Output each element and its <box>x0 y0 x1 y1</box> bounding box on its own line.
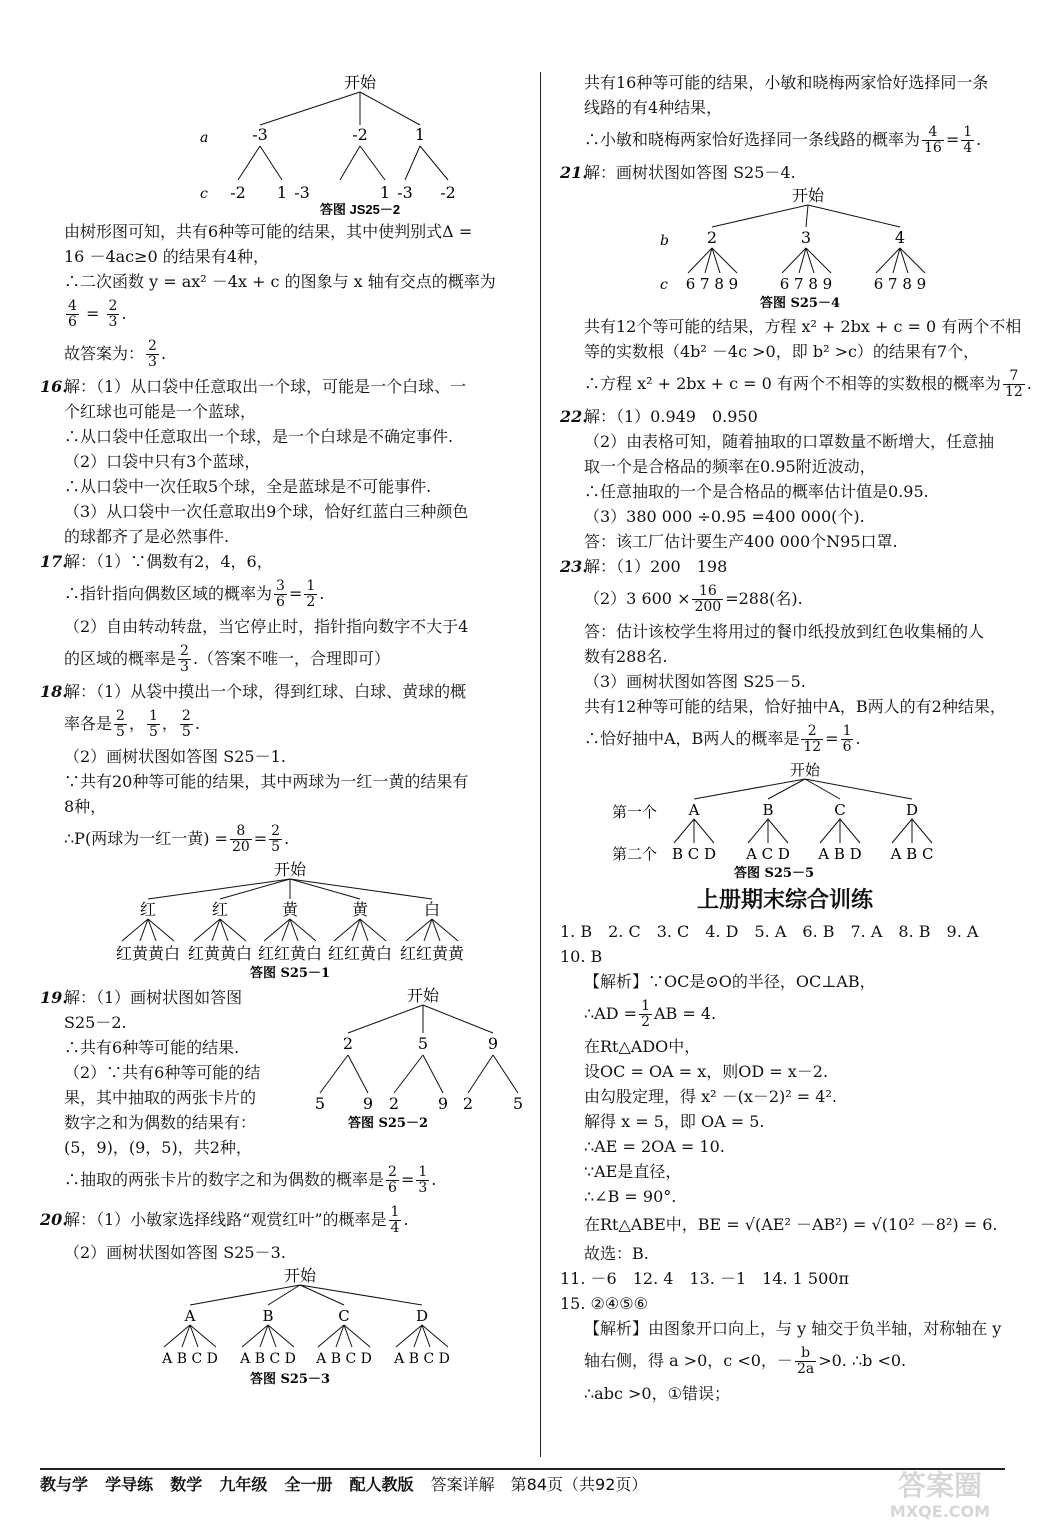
tree-leaf: 1 <box>379 183 391 202</box>
footer-subject: 数学 <box>170 1475 203 1494</box>
tree-leaf: 2 <box>462 1094 474 1113</box>
text-line: ∴abc >0，①错误； <box>584 1384 730 1403</box>
question-22: 22.解：（1）0.949 0.950 <box>560 404 1010 429</box>
tree-diagram-s25-4 <box>560 185 980 310</box>
formula-line: ∴方程 x² + 2bx + c = 0 有两个不相等的实数根的概率为 $\frac{7}{12}$ . <box>584 368 1032 400</box>
text-line: 个红球也可能是一个蓝球， <box>64 402 257 421</box>
tree-leaf-group: A B C <box>890 845 934 863</box>
analysis-line: 【解析】∵OC是⊙O的半径，OC⊥AB， <box>584 972 876 991</box>
row-label-c: c <box>660 277 668 293</box>
text-line: ∴从口袋中任意取出一个球，是一个白球是不确定事件. <box>64 427 454 446</box>
tree-node: B <box>762 801 774 819</box>
tree-diagram-s25-2 <box>308 985 538 1130</box>
tree-root: 开始 <box>283 1266 317 1285</box>
tree-root: 开始 <box>791 186 825 205</box>
row-label-b: b <box>660 233 669 249</box>
right-column <box>560 70 1032 1406</box>
text-line: （2）由表格可知，随着抽取的口罩数量不断增大，任意抽 <box>584 432 995 451</box>
section-title: 上册期末综合训练 <box>696 888 873 913</box>
tree-leaf: 1 <box>276 183 288 202</box>
text-line: （2）口袋中只有3个蓝球， <box>64 452 261 471</box>
tree-node: 2 <box>342 1034 354 1053</box>
footer-edition: 配人教版 <box>349 1475 414 1494</box>
text-line: 果，其中抽取的两张卡片的 <box>64 1088 257 1107</box>
figure-caption: 答图 S25－4 <box>759 296 841 310</box>
tree-diagram-s25-3 <box>90 1265 510 1385</box>
text-line: 由勾股定理，得 x² －(x－2)² = 4². <box>584 1087 837 1106</box>
text-line: S25－2. <box>64 1013 127 1032</box>
question-number: 23. <box>560 557 588 576</box>
text-line: （2）∵共有6种等可能的结 <box>64 1063 261 1082</box>
tree-leaf: -2 <box>440 183 456 202</box>
text-line: ∴二次函数 y = ax² －4x + c 的图象与 x 轴有交点的概率为 <box>64 272 496 291</box>
formula-line: 的区域的概率是 $\frac{2}{3}$ .（答案不唯一，合理即可） <box>64 643 391 675</box>
text-line: 共有16种等可能的结果，小敏和晓梅两家恰好选择同一条 <box>584 73 989 92</box>
answer-line: 11. －6 12. 4 13. －1 14. 1 500π <box>560 1269 849 1288</box>
tree-leaf-group: 红黄黄白 <box>115 944 181 963</box>
formula-line: ∴指针指向偶数区域的概率为 $\frac{3}{6}$ = $\frac{1}{2}$ . <box>64 578 325 610</box>
formula-line: ∴小敏和晓梅两家恰好选择同一条线路的概率为 $\frac{4}{16}$ = $\frac{1}{4}$ . <box>584 124 982 156</box>
question-19-block <box>40 985 530 1160</box>
text-line: （2）画树状图如答图 S25－3. <box>64 1243 286 1262</box>
tree-root: 开始 <box>343 73 377 92</box>
answer-line: 1. B 2. C 3. C 4. D 5. A 6. B 7. A 8. B 9. A <box>560 922 979 941</box>
formula-line: $\frac{4}{6}$ = $\frac{2}{3}$ . <box>68 298 127 330</box>
text-line: （3）380 000 ÷0.95 =400 000(个). <box>584 507 865 526</box>
text-line: ∴∠B = 90°. <box>584 1187 677 1206</box>
tree-node: 2 <box>706 228 718 247</box>
figure-caption: 答图 S25－3 <box>249 1372 331 1385</box>
footer-page-info: 答案详解 第84页（共92页） <box>430 1475 648 1494</box>
fraction: $\frac{4}{6}$ <box>68 298 77 330</box>
text-line: 设OC = OA = x，则OD = x－2. <box>584 1062 829 1081</box>
tree-node: 5 <box>417 1034 429 1053</box>
column-divider <box>540 72 541 1457</box>
figure-caption: 答图 S25－1 <box>249 966 331 981</box>
formula-line: ∴恰好抽中A，B两人的概率是 $\frac{2}{12}$ = $\frac{1}{6}$ . <box>584 723 861 755</box>
figure-caption: 答图 S25－2 <box>347 1116 429 1130</box>
text-line: 数字之和为偶数的结果有： <box>64 1113 257 1132</box>
formula-line: 率各是 $\frac{2}{5}$ ， $\frac{1}{5}$ ， $\frac{2}{5}$ . <box>64 708 200 740</box>
tree-leaf-group: A B C D <box>240 1351 296 1367</box>
tree-node: D <box>415 1307 429 1325</box>
tree-node: 黄 <box>351 900 369 919</box>
question-23: 23.解：（1）200 198 <box>560 554 1010 579</box>
text-line: ∴AE = 2OA = 10. <box>584 1137 725 1156</box>
footer-grade: 九年级 <box>219 1475 268 1494</box>
text-line: 共有12个等可能的结果，方程 x² + 2bx + c = 0 有两个不相 <box>584 317 1022 336</box>
text-line: （2）自由转动转盘，当它停止时，指针指向数字不大于4 <box>64 617 469 636</box>
formula-line: ∴AD = $\frac{1}{2}$ AB = 4. <box>584 998 717 1030</box>
tree-node: 红 <box>211 900 229 919</box>
tree-leaf: 9 <box>437 1094 449 1113</box>
tree-node: D <box>905 801 919 819</box>
question-number: 17. <box>40 552 68 571</box>
text-line: ∴任意抽取的一个是合格品的概率估计值是0.95. <box>584 482 929 501</box>
text-line: 共有12种等可能的结果，恰好抽中A，B两人的有2种结果， <box>584 697 1006 716</box>
tree-leaf: 2 <box>388 1094 400 1113</box>
tree-root: 开始 <box>789 761 821 779</box>
text-line: （3）画树状图如答图 S25－5. <box>584 672 806 691</box>
figure-caption: 答图 JS25－2 <box>319 202 401 215</box>
formula-line: （2）3 600 × $\frac{16}{200}$ =288(名). <box>584 583 803 615</box>
answer-line: 10. B <box>560 947 603 966</box>
text-line: ∵共有20种等可能的结果，其中两球为一红一黄的结果有 <box>64 772 469 791</box>
question-17: 17.解：（1）∵偶数有2，4，6， <box>40 549 530 574</box>
tree-node: 黄 <box>281 900 299 919</box>
tree-node: 4 <box>894 228 906 247</box>
tree-diagram-js25-2 <box>180 70 540 215</box>
row-label-second: 第二个 <box>612 845 658 863</box>
answer-line: 15. ②④⑤⑥ <box>560 1294 648 1313</box>
tree-root: 开始 <box>273 860 307 879</box>
formula-line: ∴P(两球为一红一黄) = $\frac{8}{20}$ = $\frac{2}{5}$ . <box>64 823 290 855</box>
text-line: 由树形图可知，共有6种等可能的结果，其中使判别式Δ = <box>64 222 473 241</box>
answer-line: 故答案为： $\frac{2}{3}$ . <box>64 338 167 370</box>
tree-leaf-group: 红红黄白 <box>327 944 393 963</box>
text-line: 故选：B. <box>584 1244 649 1263</box>
tree-leaf: 5 <box>512 1094 524 1113</box>
question-number: 20. <box>40 1210 68 1229</box>
question-21: 21.解：画树状图如答图 S25－4. <box>560 160 1010 185</box>
text-line: （2）画树状图如答图 S25－1. <box>64 747 286 766</box>
text-line: 等的实数根（4b² －4c >0，即 b² >c）的结果有7个， <box>584 342 980 361</box>
tree-node: A <box>184 1307 196 1325</box>
tree-node: 白 <box>423 900 441 919</box>
text-line: 数有288名. <box>584 647 668 666</box>
tree-leaf-group: 红红黄黄 <box>399 944 465 963</box>
text-line: 在Rt△ABE中，BE = √(AE² －AB²) = √(10² －8²) = 6. <box>584 1215 998 1234</box>
text-line: 线路的有4种结果， <box>584 98 723 117</box>
row-label-first: 第一个 <box>612 803 658 821</box>
question-number: 18. <box>40 682 68 701</box>
tree-leaf: 9 <box>362 1094 374 1113</box>
tree-node: A <box>688 801 700 819</box>
text-line: 取一个是合格品的频率在0.95附近波动， <box>584 457 876 476</box>
question-number: 21. <box>560 163 588 182</box>
footer-brand: 学导练 <box>105 1475 154 1494</box>
footer-volume: 全一册 <box>284 1475 333 1494</box>
figure-caption: 答图 S25－5 <box>733 866 815 879</box>
question-18: 18.解：（1）从袋中摸出一个球，得到红球、白球、黄球的概 <box>40 679 530 704</box>
watermark-bottom: MXQE.COM <box>889 1502 991 1521</box>
tree-leaf-group: A B C D <box>162 1351 218 1367</box>
question-20: 20.解：（1）小敏家选择线路“观赏红叶”的概率是 $\frac{1}{4}$ . <box>40 1200 530 1240</box>
tree-leaf-group: 红红黄白 <box>257 944 323 963</box>
tree-node: 红 <box>139 900 157 919</box>
tree-root: 开始 <box>406 986 440 1005</box>
tree-node: 3 <box>800 228 812 247</box>
tree-diagram-s25-5 <box>560 759 980 879</box>
tree-leaf-group: 6 7 8 9 <box>685 275 739 293</box>
tree-leaf-group: 红黄黄白 <box>187 944 253 963</box>
tree-leaf: -3 <box>294 183 310 202</box>
text-line: 答：估计该校学生将用过的餐巾纸投放到红色收集桶的人 <box>584 622 985 641</box>
formula-line: 轴右侧，得 a >0，c <0，－ $\frac{b}{2a}$ >0. ∴b <0. <box>584 1345 907 1377</box>
tree-node: B <box>262 1307 274 1325</box>
tree-leaf-group: A B D <box>818 845 862 863</box>
text-line: (5，9)，(9，5)，共2种， <box>64 1138 252 1157</box>
tree-leaf: -3 <box>397 183 413 202</box>
tree-leaf: -2 <box>230 183 246 202</box>
analysis-line: 【解析】由图象开口向上，与 y 轴交于负半轴，对称轴在 y <box>584 1319 1002 1338</box>
tree-leaf-group: 6 7 8 9 <box>779 275 833 293</box>
question-number: 19. <box>40 988 68 1007</box>
tree-node: C <box>834 801 846 819</box>
tree-leaf-group: A B C D <box>316 1351 372 1367</box>
watermark-logo <box>855 1470 1025 1530</box>
question-number: 22. <box>560 407 588 426</box>
text-line: （3）从口袋中一次任意取出9个球，恰好红蓝白三种颜色 <box>64 502 469 521</box>
fraction: $\frac{2}{3}$ <box>108 298 118 330</box>
tree-node: 1 <box>414 125 426 144</box>
question-number: 16. <box>40 377 68 396</box>
tree-leaf-group: B C D <box>671 845 717 863</box>
tree-node: -2 <box>352 125 368 144</box>
tree-node: -3 <box>252 125 268 144</box>
tree-leaf-group: 6 7 8 9 <box>873 275 927 293</box>
text-line: 的球都齐了是必然事件. <box>64 527 230 546</box>
row-label-c: c <box>200 186 208 202</box>
tree-node: 9 <box>487 1034 499 1053</box>
tree-leaf-group: A C D <box>746 845 790 863</box>
text-line: ∴共有6种等可能的结果. <box>64 1038 240 1057</box>
tree-diagram-s25-1 <box>60 859 530 981</box>
text-line: 16 －4ac≥0 的结果有4种， <box>64 247 269 266</box>
text-line: 解得 x = 5，即 OA = 5. <box>584 1112 765 1131</box>
tree-leaf: 5 <box>314 1094 326 1113</box>
text-line: 答：该工厂估计要生产400 000个N95口罩. <box>584 532 898 551</box>
tree-node: C <box>338 1307 350 1325</box>
row-label-a: a <box>200 130 209 146</box>
text-line: ∴从口袋中一次任取5个球，全是蓝球是不可能事件. <box>64 477 432 496</box>
formula-line: ∴抽取的两张卡片的数字之和为偶数的概率是 $\frac{2}{6}$ = $\frac{1}{3}$ . <box>64 1164 437 1196</box>
text-line: 8种， <box>64 797 107 816</box>
text-line: 在Rt△ADO中， <box>584 1037 701 1056</box>
text-line: ∵AE是直径， <box>584 1162 682 1181</box>
question-16: 16.解：（1）从口袋中任意取出一个球，可能是一个白球、一 <box>40 374 530 399</box>
left-column <box>40 70 530 1389</box>
watermark-top: 答案圈 <box>897 1469 982 1502</box>
tree-leaf-group: A B C D <box>394 1351 450 1367</box>
footer-brand: 教与学 <box>40 1475 89 1494</box>
question-19: 19.解：（1）画树状图如答图 <box>40 985 530 1010</box>
